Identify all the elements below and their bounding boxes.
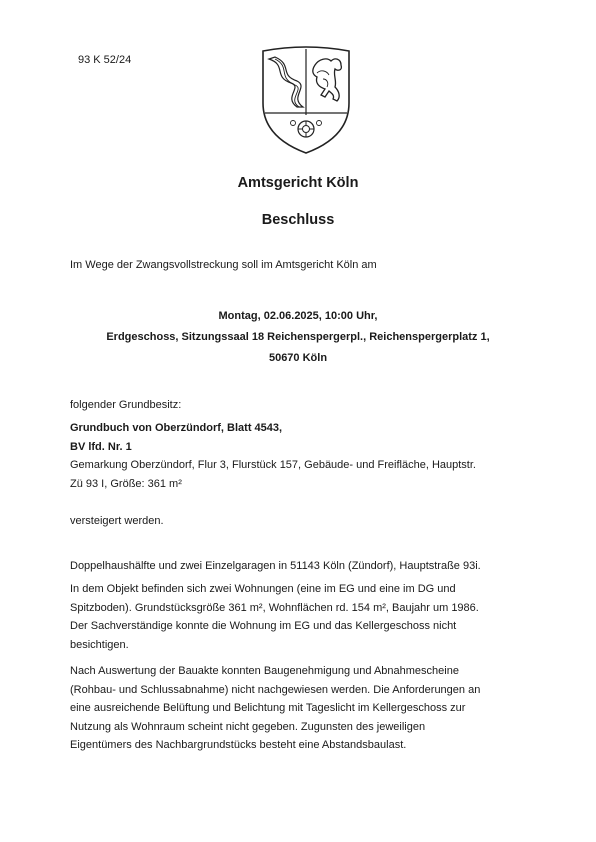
bv-number: BV lfd. Nr. 1 — [70, 440, 132, 453]
paragraph-line: Der Sachverständige konnte die Wohnung im EG und das Kellergeschoss nicht — [70, 620, 457, 632]
versteigert-text: versteigert werden. — [70, 515, 164, 527]
paragraph-line: (Rohbau- und Schlussabnahme) nicht nachgewiesen werden. Die Anforderungen an — [70, 683, 481, 696]
paragraph-line: Eigentümers des Nachbargrundstücks besteht eine Abstandsbaulast. — [70, 739, 407, 751]
paragraph-line: besichtigen. — [70, 638, 129, 651]
description-paragraph-3 — [70, 662, 530, 755]
paragraph-line: eine ausreichende Belüftung und Belichtung mit Tageslicht im Kellergeschoss zur — [70, 702, 466, 714]
grundbuch-entry: Grundbuch von Oberzündorf, Blatt 4543, — [70, 422, 283, 434]
intro-text: Im Wege der Zwangsvollstreckung soll im Amtsgericht Köln am — [70, 259, 377, 271]
description-paragraph-1: Doppelhaushälfte und zwei Einzelgaragen in 51143 Köln (Zündorf), Hauptstraße 93i. — [70, 560, 481, 572]
auction-location-line2: 50670 Köln — [268, 352, 328, 364]
paragraph-line: In dem Objekt befinden sich zwei Wohnungen (eine im EG und eine im DG und — [70, 583, 456, 595]
property-block — [70, 419, 530, 493]
case-number: 93 K 52/24 — [78, 54, 132, 66]
auction-location-line1: Erdgeschoss, Sitzungssaal 18 Reichenspergerpl., Reichenspergerplatz 1, — [106, 331, 490, 343]
property-size: Zü 93 I, Größe: 361 m² — [70, 477, 182, 490]
description-paragraph-2 — [70, 580, 530, 654]
gemarkung-entry: Gemarkung Oberzündorf, Flur 3, Flurstück 157, Gebäude- und Freifläche, Hauptstr. — [70, 459, 476, 471]
auction-date-time: Montag, 02.06.2025, 10:00 Uhr, — [218, 310, 378, 322]
property-intro: folgender Grundbesitz: — [70, 399, 182, 411]
document-title: Beschluss — [261, 212, 335, 228]
paragraph-line: Spitzboden). Grundstücksgröße 361 m², Wohnflächen rd. 154 m², Baujahr um 1986. — [70, 601, 479, 614]
court-name: Amtsgericht Köln — [237, 175, 359, 191]
paragraph-line: Nach Auswertung der Bauakte konnten Baugenehmigung und Abnahmescheine — [70, 665, 459, 677]
paragraph-line: Nutzung als Wohnraum scheint nicht gegeben. Zugunsten des jeweiligen — [70, 720, 426, 733]
auction-date-block — [0, 306, 596, 369]
nrw-coat-of-arms-icon — [257, 45, 355, 157]
